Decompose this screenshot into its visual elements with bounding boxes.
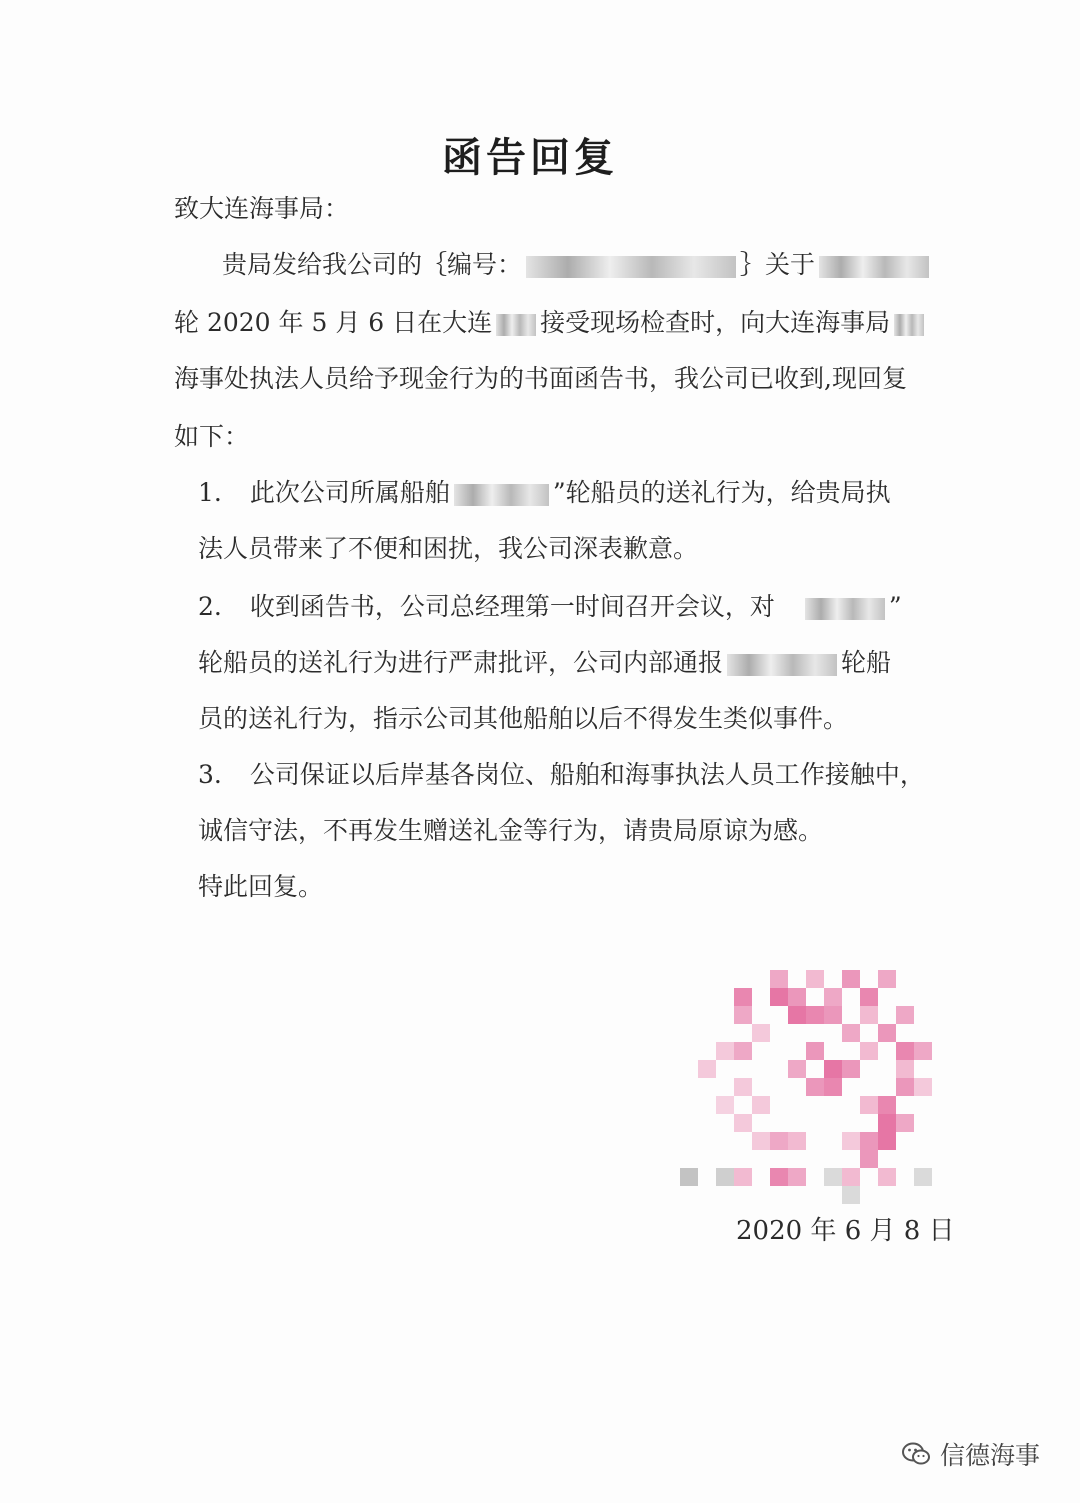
redaction-mask <box>894 314 924 336</box>
redaction-mask <box>727 654 837 676</box>
seal-mosaic-cell <box>842 1024 860 1042</box>
salutation: 致大连海事局： <box>174 194 350 223</box>
seal-mosaic-cell <box>860 1006 878 1024</box>
document-date: 2020 年 6 月 8 日 <box>736 1216 955 1246</box>
paragraph-line-1 <box>222 248 933 282</box>
list-text: ”轮船员的送礼行为，给贵局执 <box>552 478 891 507</box>
seal-mosaic-cell <box>770 1168 788 1186</box>
seal-mosaic-cell <box>806 1006 824 1024</box>
company-seal-stamp <box>680 970 925 1190</box>
list-text: ” <box>888 592 902 621</box>
redaction-mask <box>454 484 549 506</box>
list-item-2-line-2 <box>198 646 891 680</box>
seal-mosaic-cell <box>860 1096 878 1114</box>
seal-mosaic-cell <box>896 1060 914 1078</box>
seal-mosaic-cell <box>716 1042 734 1060</box>
seal-mosaic-cell <box>716 1096 734 1114</box>
seal-mosaic-cell <box>824 1168 842 1186</box>
seal-mosaic-cell <box>734 1114 752 1132</box>
paragraph-text: 接受现场检查时，向大连海事局 <box>540 308 891 337</box>
seal-mosaic-cell <box>878 1114 896 1132</box>
seal-mosaic-cell <box>878 1168 896 1186</box>
list-item-2-line-3: 员的送礼行为，指示公司其他船舶以后不得发生类似事件。 <box>198 704 849 733</box>
seal-mosaic-cell <box>788 1132 806 1150</box>
seal-mosaic-cell <box>770 970 788 988</box>
seal-mosaic-cell <box>806 1078 824 1096</box>
seal-mosaic-cell <box>752 1132 770 1150</box>
redaction-mask <box>526 256 736 278</box>
seal-mosaic-cell <box>878 1024 896 1042</box>
seal-mosaic-cell <box>770 1132 788 1150</box>
seal-mosaic-cell <box>878 1096 896 1114</box>
document-title: 函告回复 <box>442 134 618 181</box>
seal-mosaic-cell <box>914 1078 932 1096</box>
list-text: 公司保证以后岸基各岗位、船舶和海事执法人员工作接触中， <box>249 760 925 789</box>
seal-mosaic-cell <box>824 1006 842 1024</box>
redaction-mask <box>819 256 929 278</box>
seal-mosaic-cell <box>896 1042 914 1060</box>
paragraph-text: 轮 2020 年 5 月 6 日在大连 <box>174 308 493 337</box>
list-number: 1. <box>198 478 222 507</box>
seal-mosaic-cell <box>896 1078 914 1096</box>
seal-mosaic-cell <box>914 1168 932 1186</box>
watermark-text: 信德海事 <box>940 1441 1041 1470</box>
seal-mosaic-cell <box>752 1096 770 1114</box>
list-text: 收到函告书，公司总经理第一时间召开会议，对 <box>249 592 775 621</box>
seal-mosaic-cell <box>860 1150 878 1168</box>
seal-mosaic-cell <box>734 1042 752 1060</box>
seal-mosaic-cell <box>698 1060 716 1078</box>
seal-mosaic-cell <box>734 988 752 1006</box>
seal-mosaic-cell <box>878 1132 896 1150</box>
seal-mosaic-cell <box>806 970 824 988</box>
redaction-mask <box>496 314 536 336</box>
paragraph-line-2 <box>174 306 928 340</box>
seal-mosaic-cell <box>770 988 788 1006</box>
seal-mosaic-cell <box>860 1042 878 1060</box>
seal-mosaic-cell <box>896 1006 914 1024</box>
list-text: 此次公司所属船舶 <box>249 478 450 507</box>
seal-mosaic-cell <box>788 1060 806 1078</box>
seal-mosaic-cell <box>842 1186 860 1204</box>
list-item-1-line-1 <box>198 476 891 510</box>
paragraph-line-3: 海事处执法人员给予现金行为的书面函告书，我公司已收到,现回复 <box>174 364 907 393</box>
seal-mosaic-cell <box>824 1060 842 1078</box>
seal-mosaic-cell <box>734 1006 752 1024</box>
seal-mosaic-cell <box>788 1006 806 1024</box>
list-text: 轮船 <box>841 648 892 677</box>
watermark <box>900 1432 1040 1476</box>
paragraph-text: ｝关于 <box>740 250 816 279</box>
seal-mosaic-cell <box>788 1168 806 1186</box>
seal-mosaic-cell <box>842 1168 860 1186</box>
seal-mosaic-cell <box>860 1132 878 1150</box>
seal-mosaic-cell <box>824 1078 842 1096</box>
seal-mosaic-cell <box>680 1168 698 1186</box>
seal-mosaic-cell <box>734 1168 752 1186</box>
seal-mosaic-cell <box>788 988 806 1006</box>
seal-mosaic-cell <box>842 1132 860 1150</box>
closing-text: 特此回复。 <box>198 872 324 901</box>
list-number: 3. <box>198 760 222 789</box>
seal-mosaic-cell <box>878 970 896 988</box>
list-item-1-line-2: 法人员带来了不便和困扰，我公司深表歉意。 <box>198 534 699 563</box>
list-number: 2. <box>198 592 222 621</box>
wechat-icon <box>900 1438 932 1470</box>
seal-mosaic-cell <box>860 988 878 1006</box>
redaction-mask <box>805 598 885 620</box>
list-text: 轮船员的送礼行为进行严肃批评，公司内部通报 <box>198 648 724 677</box>
seal-mosaic-cell <box>752 1024 770 1042</box>
list-item-2-line-1 <box>198 590 902 624</box>
paragraph-text: 贵局发给我公司的｛编号： <box>222 250 523 279</box>
seal-mosaic-cell <box>734 1078 752 1096</box>
paragraph-line-4: 如下： <box>174 422 250 451</box>
seal-mosaic-cell <box>716 1168 734 1186</box>
list-item-3-line-1 <box>198 758 925 792</box>
seal-mosaic-cell <box>842 1060 860 1078</box>
seal-mosaic-cell <box>896 1114 914 1132</box>
list-item-3-line-2: 诚信守法，不再发生赠送礼金等行为，请贵局原谅为感。 <box>198 816 824 845</box>
seal-mosaic-cell <box>806 1042 824 1060</box>
seal-mosaic-cell <box>842 970 860 988</box>
seal-mosaic-cell <box>914 1042 932 1060</box>
seal-mosaic-cell <box>824 988 842 1006</box>
